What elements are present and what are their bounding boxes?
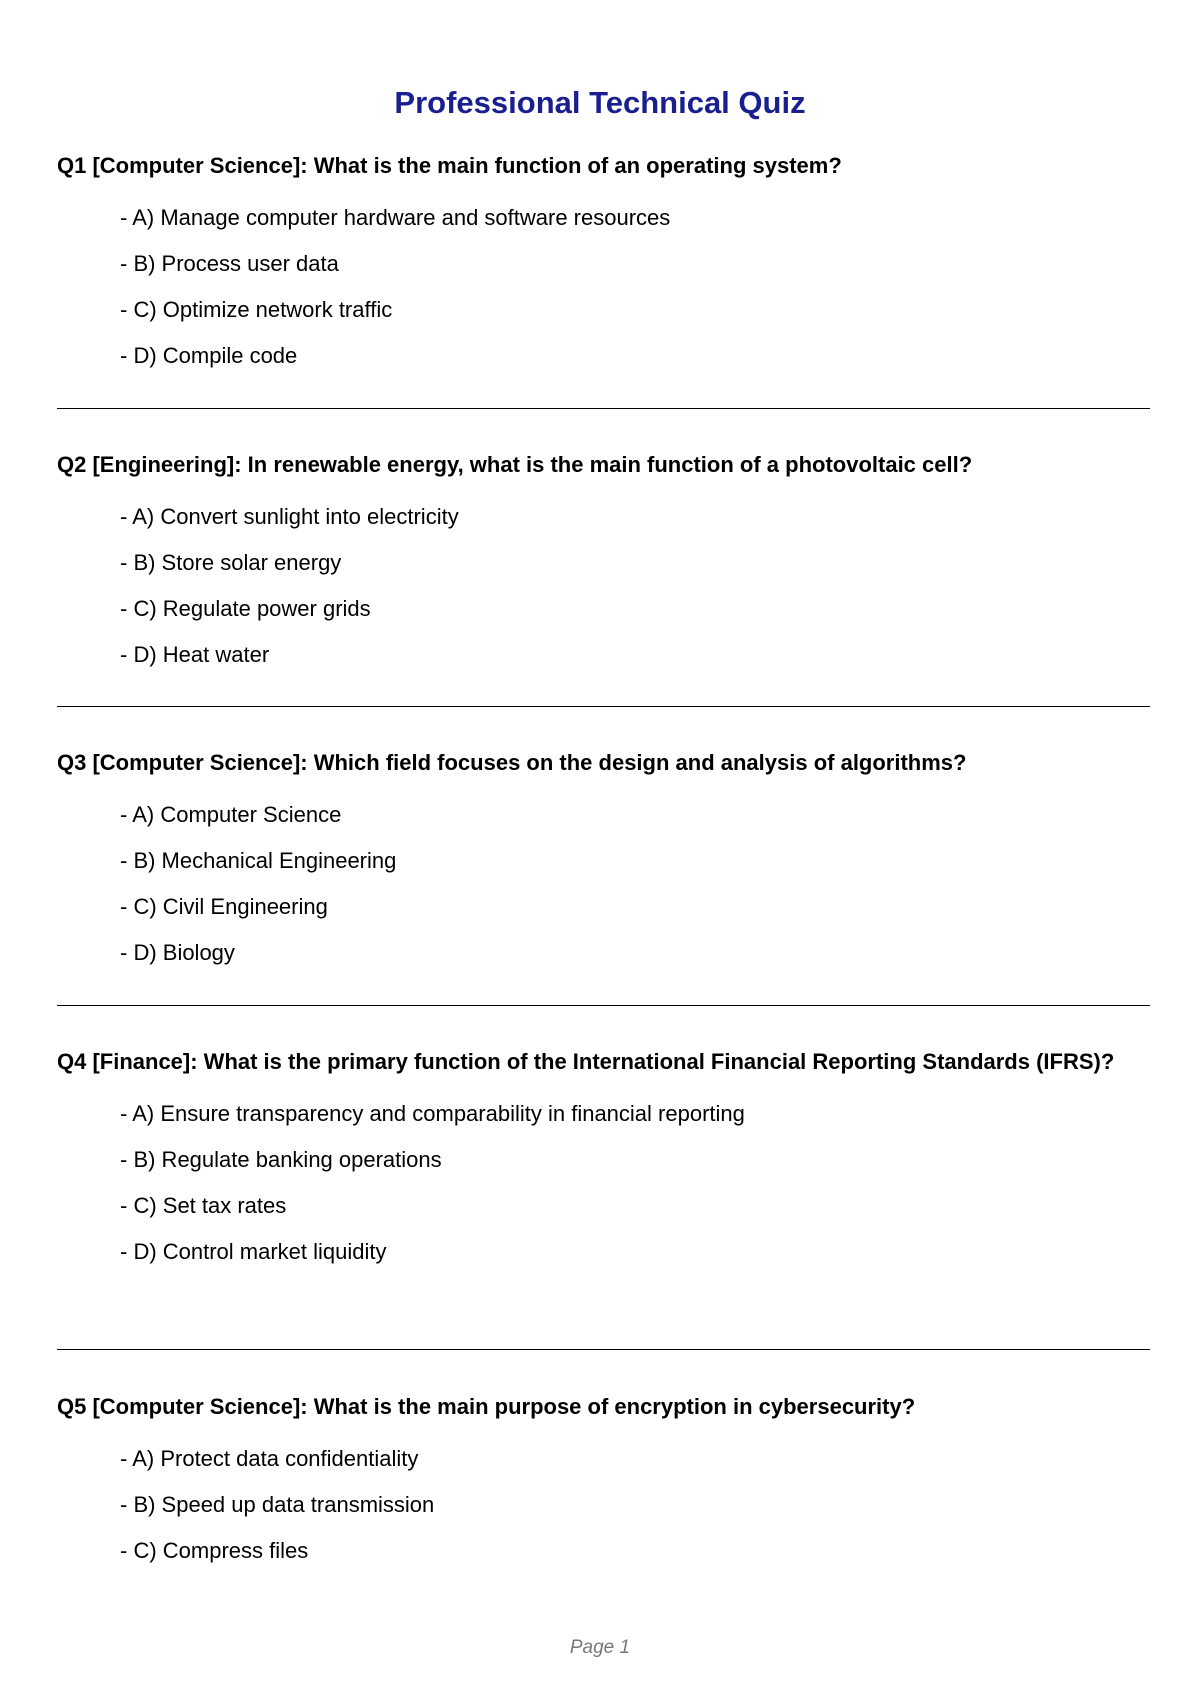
question-text: Q5 [Computer Science]: What is the main purpose of encryption in cybersecurity? [57, 1394, 916, 1419]
option-d: - D) Control market liquidity [120, 1239, 387, 1264]
option-c: - C) Civil Engineering [120, 894, 328, 919]
option-list [57, 494, 1150, 678]
option-list [57, 195, 1150, 379]
option-b: - B) Process user data [120, 251, 339, 276]
option-c: - C) Regulate power grids [120, 596, 371, 621]
option-a: - A) Protect data confidentiality [120, 1446, 419, 1471]
option-b: - B) Regulate banking operations [120, 1147, 442, 1172]
option-list [57, 792, 1150, 976]
option-b: - B) Store solar energy [120, 550, 342, 575]
question-1 [57, 143, 1150, 379]
page-title: Professional Technical Quiz [394, 84, 806, 120]
option-b: - B) Speed up data transmission [120, 1492, 435, 1517]
option-list [57, 1436, 1150, 1574]
separator [57, 706, 1150, 707]
page-number: Page 1 [569, 1637, 631, 1658]
separator [57, 1349, 1150, 1350]
option-a: - A) Computer Science [120, 802, 342, 827]
question-text: Q4 [Finance]: What is the primary function of the International Financial Reporting Standards (IFRS)? [57, 1049, 1115, 1074]
option-c: - C) Compress files [120, 1538, 309, 1563]
option-d: - D) Compile code [120, 343, 298, 368]
question-2 [57, 442, 1150, 678]
option-d: - D) Biology [120, 940, 235, 965]
option-a: - A) Ensure transparency and comparability in financial reporting [120, 1101, 745, 1126]
question-text: Q1 [Computer Science]: What is the main function of an operating system? [57, 153, 842, 178]
option-c: - C) Set tax rates [120, 1193, 287, 1218]
question-3 [57, 740, 1150, 976]
option-d: - D) Heat water [120, 642, 270, 667]
separator [57, 1005, 1150, 1006]
option-a: - A) Convert sunlight into electricity [120, 504, 459, 529]
question-text: Q2 [Engineering]: In renewable energy, what is the main function of a photovoltaic cell? [57, 452, 973, 477]
question-text: Q3 [Computer Science]: Which field focuses on the design and analysis of algorithms? [57, 750, 967, 775]
option-a: - A) Manage computer hardware and software resources [120, 205, 671, 230]
option-b: - B) Mechanical Engineering [120, 848, 397, 873]
question-5 [57, 1384, 1150, 1574]
option-list [57, 1091, 1150, 1275]
option-c: - C) Optimize network traffic [120, 297, 393, 322]
question-4 [57, 1039, 1150, 1275]
separator [57, 408, 1150, 409]
